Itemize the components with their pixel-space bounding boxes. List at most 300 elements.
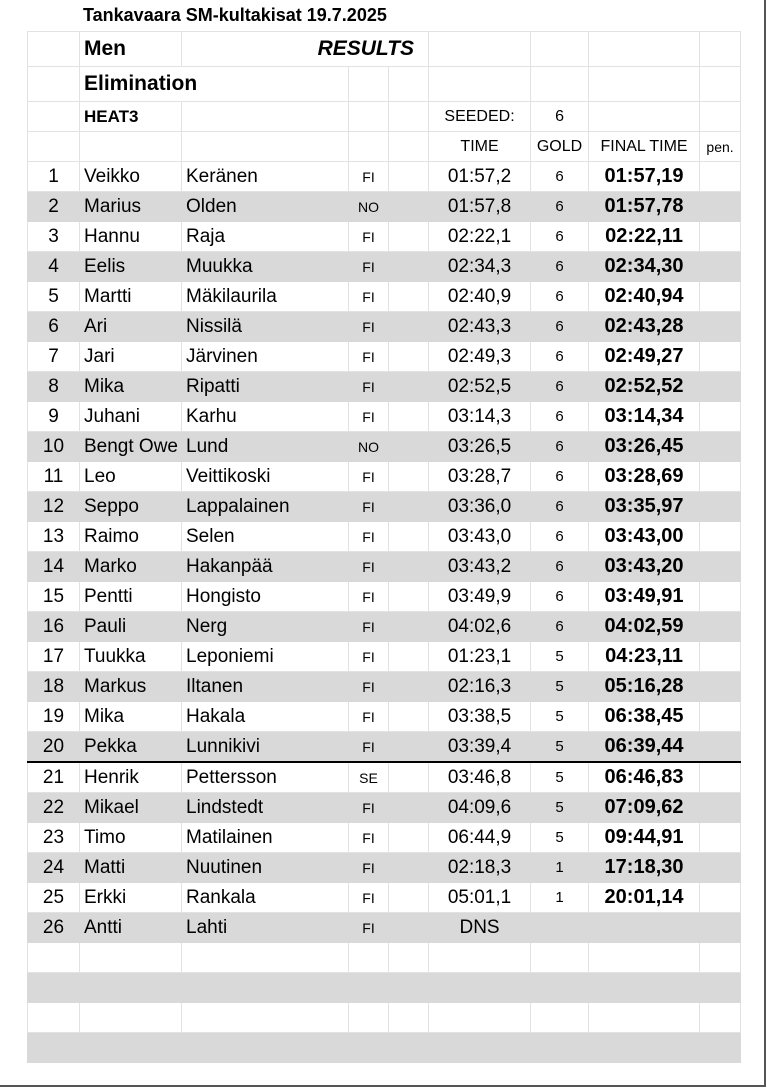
time: 02:43,3 [429,312,531,342]
time: 03:14,3 [429,402,531,432]
last-name: Veittikoski [182,462,349,492]
time: 01:57,8 [429,192,531,222]
time: 02:16,3 [429,672,531,702]
final-time: 03:14,34 [589,402,700,432]
empty-cell [389,312,429,342]
empty-cell [389,762,429,793]
gold: 6 [531,522,589,552]
time: DNS [429,913,531,943]
empty-cell [389,793,429,823]
final-time: 03:43,20 [589,552,700,582]
empty-cell [700,732,741,763]
gold: 6 [531,552,589,582]
header-row-round [28,67,741,102]
nationality: FI [349,282,389,312]
empty-cell [389,282,429,312]
table-row [28,282,741,312]
result-number: 7 [28,342,80,372]
gold: 6 [531,432,589,462]
table-row [28,793,741,823]
table-row [28,222,741,252]
col-pen-header: pen. [700,132,741,162]
gold [531,913,589,943]
table-row [28,432,741,462]
last-name: Lappalainen [182,492,349,522]
empty-cell [700,973,741,1003]
last-name: Mäkilaurila [182,282,349,312]
time: 03:49,9 [429,582,531,612]
last-name: Järvinen [182,342,349,372]
first-name: Marko [80,552,182,582]
empty-row [28,1033,741,1063]
empty-cell [700,582,741,612]
result-number: 2 [28,192,80,222]
time: 02:52,5 [429,372,531,402]
empty-cell [80,1003,182,1033]
final-time: 03:43,00 [589,522,700,552]
gold: 1 [531,883,589,913]
empty-cell [182,1033,349,1063]
empty-cell [80,973,182,1003]
nationality: FI [349,162,389,192]
nationality: FI [349,252,389,282]
final-time: 03:28,69 [589,462,700,492]
empty-cell [389,252,429,282]
nationality: FI [349,222,389,252]
empty-cell [589,1003,700,1033]
final-time: 04:23,11 [589,642,700,672]
table-row [28,702,741,732]
gold: 6 [531,492,589,522]
nationality: FI [349,672,389,702]
empty-cell [389,462,429,492]
gold: 5 [531,672,589,702]
nationality: FI [349,823,389,853]
empty-cell [182,1003,349,1033]
time: 04:02,6 [429,612,531,642]
empty-cell [389,702,429,732]
gold: 5 [531,762,589,793]
empty-cell [700,222,741,252]
empty-cell [700,853,741,883]
result-number: 21 [28,762,80,793]
final-time: 02:22,11 [589,222,700,252]
gold: 6 [531,192,589,222]
empty-cell [28,943,80,973]
last-name: Lund [182,432,349,462]
nationality: FI [349,492,389,522]
empty-cell [389,1003,429,1033]
empty-cell [389,552,429,582]
result-number: 11 [28,462,80,492]
table-row [28,672,741,702]
nationality: FI [349,372,389,402]
column-header-row [28,132,741,162]
first-name: Pentti [80,582,182,612]
round-label: Elimination [80,67,349,102]
empty-cell [389,222,429,252]
empty-cell [389,582,429,612]
empty-cell [700,192,741,222]
final-time: 01:57,78 [589,192,700,222]
last-name: Matilainen [182,823,349,853]
empty-cell [28,1003,80,1033]
empty-cell [700,793,741,823]
last-name: Leponiemi [182,642,349,672]
last-name: Lindstedt [182,793,349,823]
empty-cell [700,612,741,642]
first-name: Juhani [80,402,182,432]
result-number: 26 [28,913,80,943]
time: 02:49,3 [429,342,531,372]
empty-cell [429,973,531,1003]
first-name: Eelis [80,252,182,282]
empty-cell [700,282,741,312]
gold: 6 [531,312,589,342]
time: 03:38,5 [429,702,531,732]
gold: 6 [531,252,589,282]
time: 01:23,1 [429,642,531,672]
result-number: 23 [28,823,80,853]
empty-cell [389,1033,429,1063]
empty-cell [700,943,741,973]
result-number: 8 [28,372,80,402]
first-name: Hannu [80,222,182,252]
first-name: Markus [80,672,182,702]
heat-label: HEAT3 [80,102,182,132]
empty-cell [700,1033,741,1063]
nationality: FI [349,582,389,612]
time: 06:44,9 [429,823,531,853]
empty-cell [389,522,429,552]
header-row-heat [28,102,741,132]
empty-cell [389,162,429,192]
first-name: Mika [80,372,182,402]
last-name: Hongisto [182,582,349,612]
table-row [28,342,741,372]
gold: 5 [531,702,589,732]
first-name: Pauli [80,612,182,642]
final-time: 09:44,91 [589,823,700,853]
result-number: 19 [28,702,80,732]
result-number: 1 [28,162,80,192]
nationality: NO [349,192,389,222]
nationality: FI [349,702,389,732]
last-name: Olden [182,192,349,222]
result-number: 15 [28,582,80,612]
final-time: 02:40,94 [589,282,700,312]
time: 03:26,5 [429,432,531,462]
final-time: 02:34,30 [589,252,700,282]
col-final-header: FINAL TIME [589,132,700,162]
result-number: 14 [28,552,80,582]
table-row [28,853,741,883]
result-number: 13 [28,522,80,552]
empty-cell [389,943,429,973]
time: 02:34,3 [429,252,531,282]
empty-cell [700,432,741,462]
nationality: FI [349,342,389,372]
empty-cell [589,973,700,1003]
empty-cell [349,1003,389,1033]
empty-cell [589,1033,700,1063]
empty-cell [389,342,429,372]
result-number: 24 [28,853,80,883]
empty-cell [389,372,429,402]
last-name: Nerg [182,612,349,642]
col-gold-header: GOLD [531,132,589,162]
last-name: Nuutinen [182,853,349,883]
empty-cell [700,642,741,672]
empty-cell [700,462,741,492]
last-name: Muukka [182,252,349,282]
nationality: FI [349,732,389,763]
empty-cell [700,913,741,943]
last-name: Ripatti [182,372,349,402]
gold: 6 [531,162,589,192]
table-row [28,252,741,282]
gold: 1 [531,853,589,883]
empty-cell [700,252,741,282]
first-name: Henrik [80,762,182,793]
time: 04:09,6 [429,793,531,823]
final-time: 02:43,28 [589,312,700,342]
gold: 6 [531,582,589,612]
gold: 6 [531,282,589,312]
empty-cell [80,943,182,973]
empty-cell [389,402,429,432]
first-name: Timo [80,823,182,853]
nationality: FI [349,913,389,943]
empty-cell [349,973,389,1003]
time: 03:28,7 [429,462,531,492]
nationality: FI [349,793,389,823]
result-number: 25 [28,883,80,913]
empty-cell [389,853,429,883]
time: 03:36,0 [429,492,531,522]
empty-cell [700,702,741,732]
first-name: Marius [80,192,182,222]
table-row [28,192,741,222]
final-time: 03:26,45 [589,432,700,462]
result-number: 5 [28,282,80,312]
table-row [28,162,741,192]
empty-cell [80,1033,182,1063]
last-name: Hakala [182,702,349,732]
result-number: 22 [28,793,80,823]
gold: 6 [531,342,589,372]
table-row [28,883,741,913]
gold: 5 [531,793,589,823]
empty-cell [531,943,589,973]
last-name: Selen [182,522,349,552]
final-time: 17:18,30 [589,853,700,883]
empty-cell [429,1003,531,1033]
empty-cell [589,943,700,973]
final-time: 06:46,83 [589,762,700,793]
empty-cell [429,943,531,973]
first-name: Seppo [80,492,182,522]
first-name: Raimo [80,522,182,552]
empty-row [28,1003,741,1033]
first-name: Martti [80,282,182,312]
empty-cell [700,522,741,552]
first-name: Mikael [80,793,182,823]
empty-cell [700,342,741,372]
time: 03:39,4 [429,732,531,763]
gold: 6 [531,402,589,432]
table-row [28,552,741,582]
nationality: FI [349,522,389,552]
empty-cell [700,883,741,913]
nationality: FI [349,462,389,492]
empty-cell [700,823,741,853]
final-time: 04:02,59 [589,612,700,642]
results-label: RESULTS [182,32,429,67]
last-name: Hakanpää [182,552,349,582]
empty-cell [389,883,429,913]
nationality: FI [349,402,389,432]
empty-cell [28,973,80,1003]
empty-cell [389,192,429,222]
table-row [28,823,741,853]
empty-cell [700,672,741,702]
table-row [28,522,741,552]
nationality: FI [349,612,389,642]
final-time: 05:16,28 [589,672,700,702]
final-time: 03:35,97 [589,492,700,522]
empty-cell [700,762,741,793]
seeded-label: SEEDED: [429,102,531,132]
result-number: 12 [28,492,80,522]
final-time [589,913,700,943]
final-time: 03:49,91 [589,582,700,612]
empty-cell [531,1003,589,1033]
gold: 5 [531,823,589,853]
empty-cell [182,943,349,973]
table-row [28,732,741,763]
empty-cell [389,732,429,763]
first-name: Tuukka [80,642,182,672]
first-name: Bengt Owe [80,432,182,462]
empty-cell [389,612,429,642]
gold: 6 [531,612,589,642]
category-label: Men [80,32,182,67]
time: 03:43,0 [429,522,531,552]
last-name: Lahti [182,913,349,943]
result-number: 4 [28,252,80,282]
final-time: 06:39,44 [589,732,700,763]
empty-cell [700,162,741,192]
empty-cell [700,312,741,342]
final-time: 01:57,19 [589,162,700,192]
table-row [28,492,741,522]
empty-cell [389,432,429,462]
final-time: 20:01,14 [589,883,700,913]
nationality: FI [349,853,389,883]
first-name: Matti [80,853,182,883]
time: 01:57,2 [429,162,531,192]
first-name: Veikko [80,162,182,192]
nationality: FI [349,883,389,913]
results-table [27,31,741,1063]
table-row [28,642,741,672]
empty-cell [531,1033,589,1063]
table-row [28,612,741,642]
time: 02:40,9 [429,282,531,312]
time: 02:22,1 [429,222,531,252]
table-row [28,312,741,342]
last-name: Keränen [182,162,349,192]
final-time: 07:09,62 [589,793,700,823]
nationality: SE [349,762,389,793]
nationality: FI [349,312,389,342]
first-name: Leo [80,462,182,492]
time: 02:18,3 [429,853,531,883]
first-name: Ari [80,312,182,342]
empty-cell [531,973,589,1003]
table-row [28,462,741,492]
empty-cell [389,823,429,853]
gold: 6 [531,462,589,492]
last-name: Nissilä [182,312,349,342]
seeded-value: 6 [531,102,589,132]
result-number: 20 [28,732,80,763]
last-name: Rankala [182,883,349,913]
last-name: Karhu [182,402,349,432]
gold: 6 [531,372,589,402]
gold: 6 [531,222,589,252]
first-name: Erkki [80,883,182,913]
time: 03:43,2 [429,552,531,582]
last-name: Lunnikivi [182,732,349,763]
empty-cell [389,913,429,943]
result-number: 18 [28,672,80,702]
table-row [28,762,741,793]
result-number: 6 [28,312,80,342]
empty-cell [700,552,741,582]
first-name: Antti [80,913,182,943]
nationality: NO [349,432,389,462]
empty-cell [700,372,741,402]
empty-cell [389,492,429,522]
table-row [28,372,741,402]
result-number: 10 [28,432,80,462]
header-row-category [28,32,741,67]
gold: 5 [531,642,589,672]
last-name: Pettersson [182,762,349,793]
empty-cell [700,492,741,522]
gold: 5 [531,732,589,763]
empty-cell [389,672,429,702]
empty-cell [349,943,389,973]
empty-row [28,943,741,973]
empty-cell [389,973,429,1003]
page-title: Tankavaara SM-kultakisat 19.7.2025 [83,5,387,25]
last-name: Raja [182,222,349,252]
empty-cell [429,1033,531,1063]
result-number: 17 [28,642,80,672]
table-row [28,582,741,612]
final-time: 06:38,45 [589,702,700,732]
empty-cell [28,1033,80,1063]
last-name: Iltanen [182,672,349,702]
nationality: FI [349,642,389,672]
empty-cell [349,1033,389,1063]
first-name: Jari [80,342,182,372]
first-name: Pekka [80,732,182,763]
first-name: Mika [80,702,182,732]
